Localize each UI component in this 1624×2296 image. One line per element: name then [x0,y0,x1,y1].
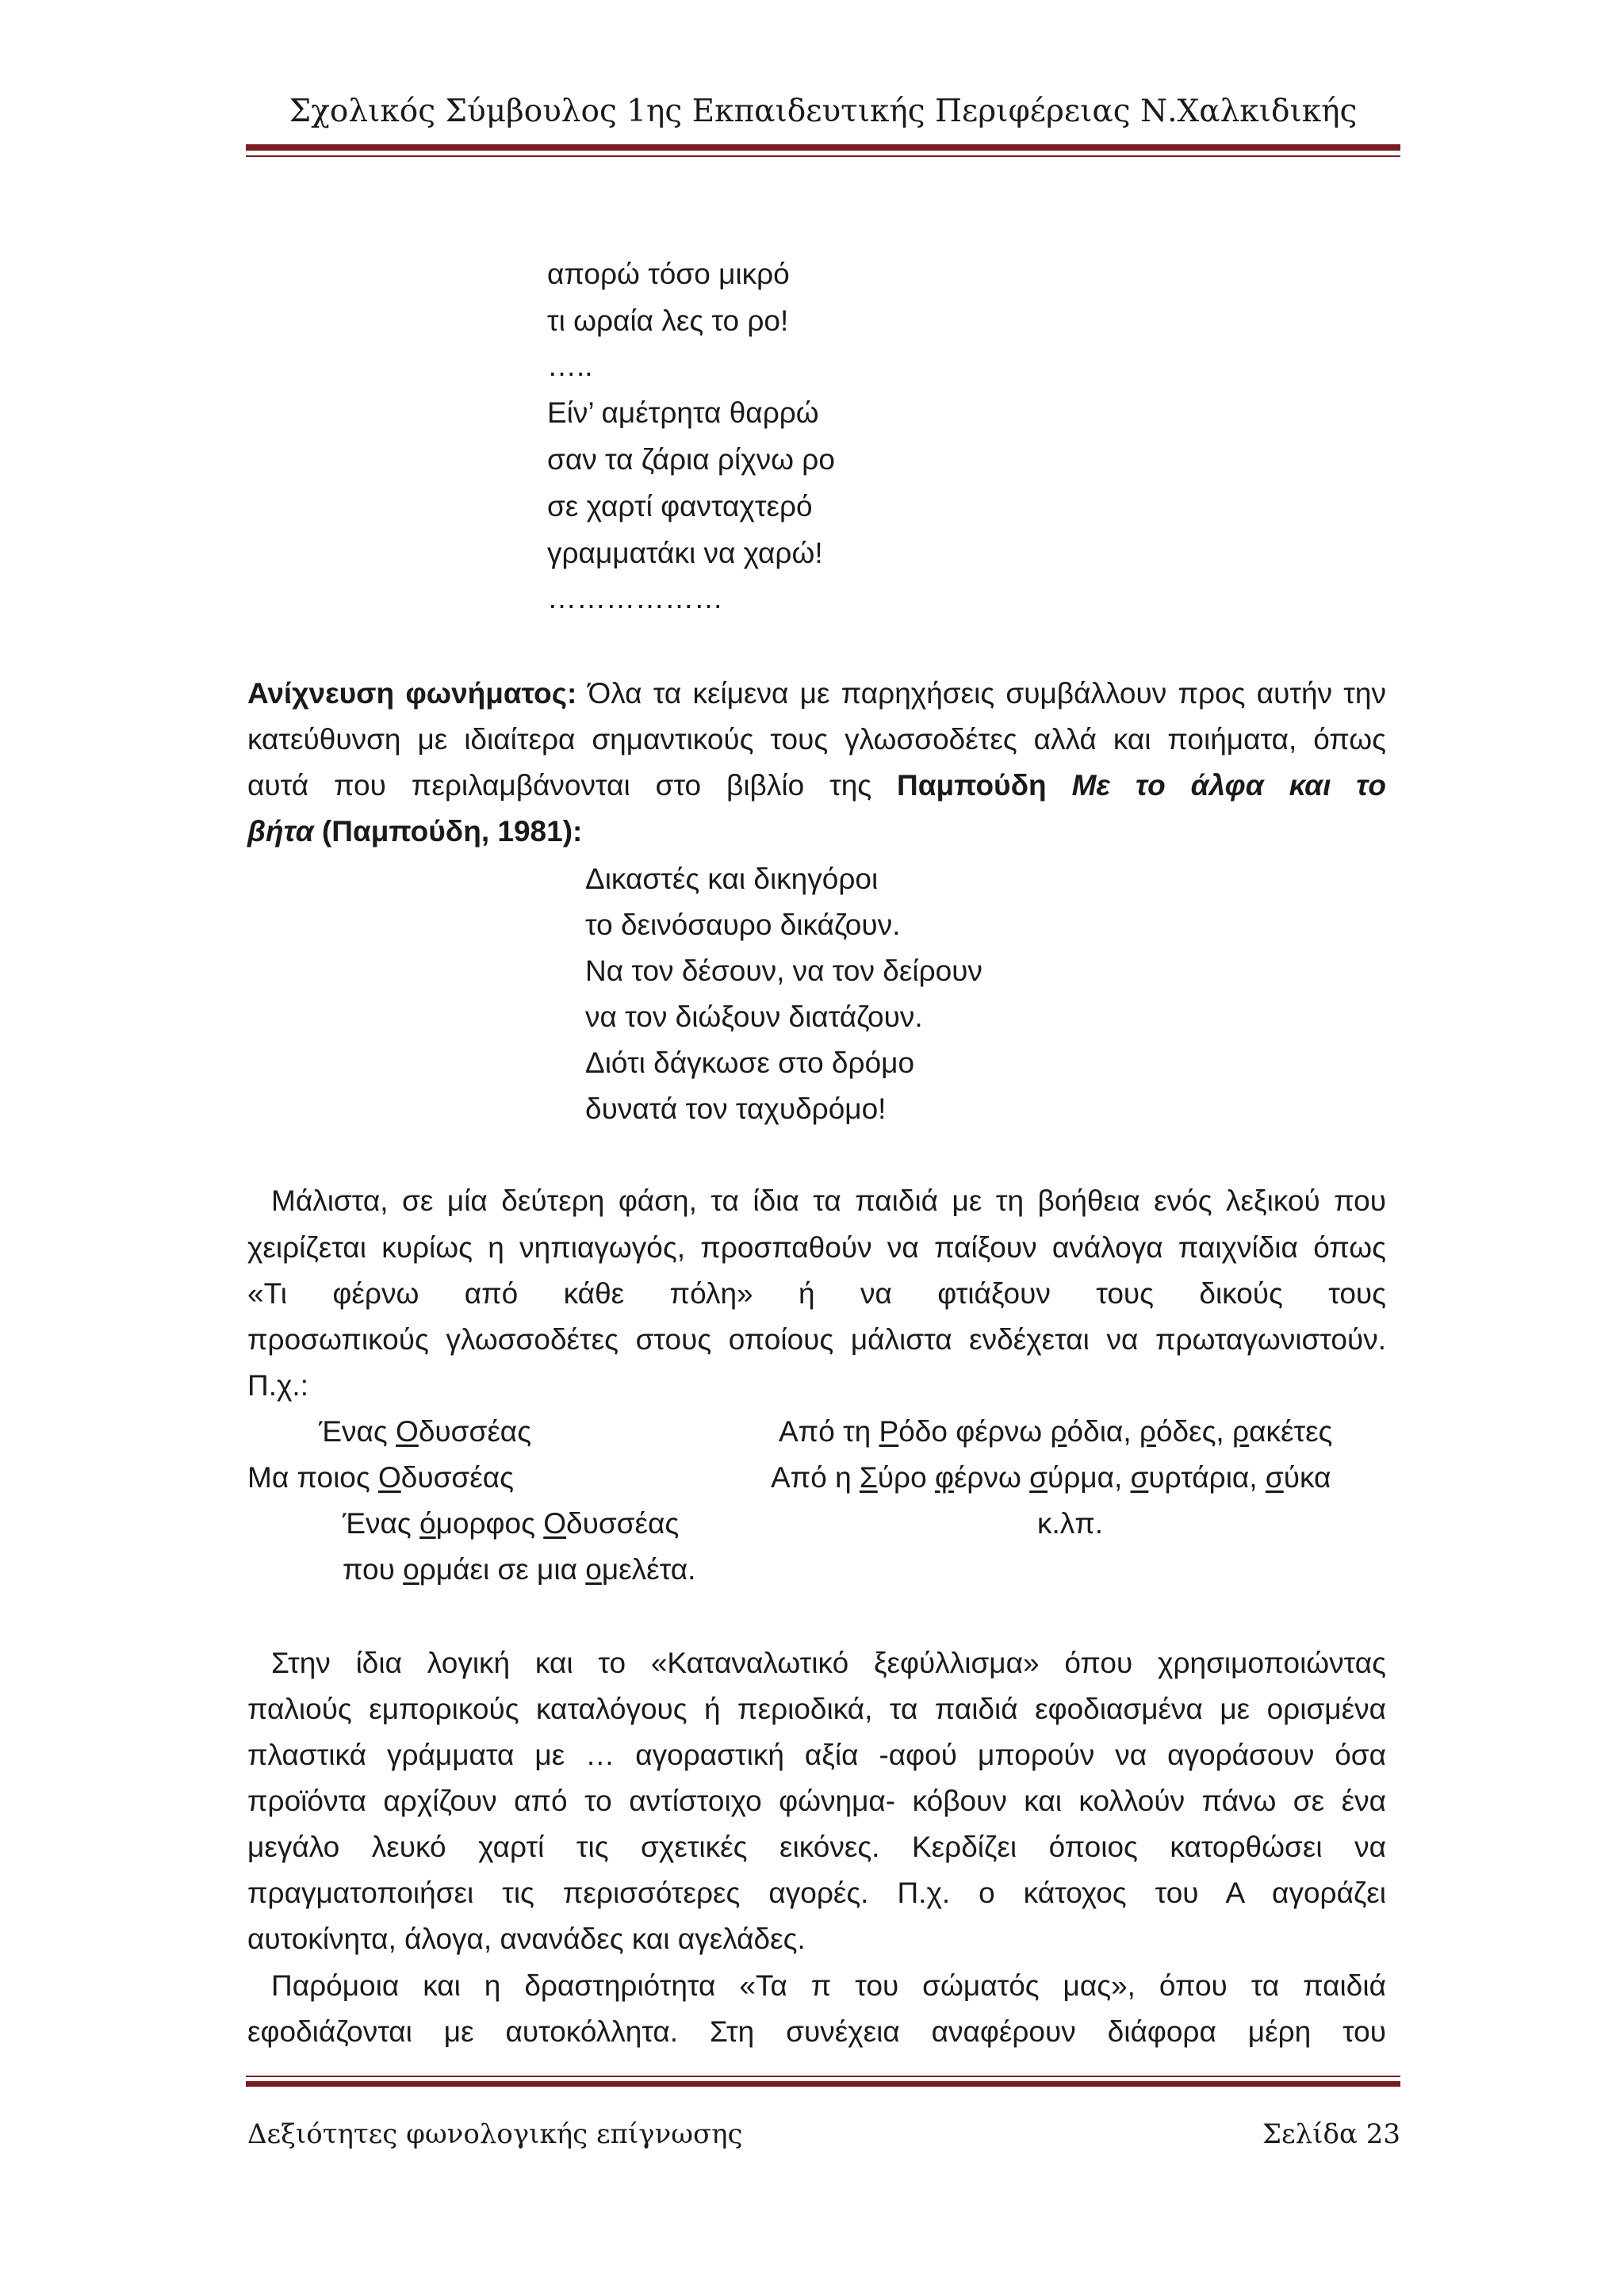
example-text: ύρμα, [1048,1461,1131,1494]
example-line [319,1412,531,1452]
example-line: κ.λπ. [1037,1507,1104,1540]
poem-line: Είν’ αμέτρητα θαρρώ [547,396,819,429]
example-text: Από η [771,1461,860,1494]
paragraph-line: προϊόντα αρχίζουν από το αντίστοιχο φώνημα- κόβουν και κολλούν πάνω σε ένα [247,1785,1386,1817]
paragraph-line: πραγματοποιήσει τις περισσότερες αγορές. Π.χ. ο κάτοχος του Α αγοράζει [247,1877,1386,1909]
header-rule-thin [246,155,1400,157]
poem-line: ……………… [547,582,723,614]
paragraph-line: «Τι φέρνω από κάθε πόλη» ή να φτιάξουν τους δικούς τους [247,1277,1386,1310]
underlined-letter: φ [934,1461,954,1494]
poem-line: Να τον δέσουν, να τον δείρουν [585,955,982,987]
example-text: όδο φέρνω [898,1415,1051,1448]
example-text: ακέτες [1249,1415,1333,1448]
paragraph-line [247,766,1386,806]
paragraph-line [247,674,1386,714]
underlined-letter: ο [403,1553,419,1586]
section-heading: Ανίχνευση φωνήματος: [247,677,577,710]
footer-document-title: Δεξιότητες φωνολογικής επίγνωσης [247,2118,743,2150]
poem-line: γραμματάκι να χαρώ! [547,537,823,569]
poem-line: τι ωραία λες το ρο! [547,304,789,337]
underlined-letter: ο [585,1553,602,1586]
paragraph-line: Παρόμοια και η δραστηριότητα «Τα π του σώματός μας», όπου τα παιδιά [271,1969,1386,2002]
paragraph-line [247,812,582,851]
poem-line: το δεινόσαυρο δικάζουν. [585,909,901,941]
example-text: ρμάει σε μια [419,1553,586,1586]
example-text: υρτάρια, [1148,1461,1266,1494]
underlined-letter: σ [1130,1461,1149,1494]
paragraph-line: κατεύθυνση με ιδιαίτερα σημαντικούς τους γλωσσοδέτες αλλά και ποιήματα, όπως [247,723,1386,756]
underlined-letter: Ο [377,1461,401,1494]
example-text: δυσσέας [400,1461,514,1494]
footer-rule-thin [246,2076,1400,2077]
paragraph-line: Μάλιστα, σε μία δεύτερη φάση, τα ίδια τα παιδιά με τη βοήθεια ενός λεξικού που [271,1184,1386,1217]
paragraph-line: εφοδιάζονται με αυτοκόλλητα. Στη συνέχεια αναφέρουν διάφορα μέρη του [247,2015,1386,2048]
footer-rule-thick [246,2081,1400,2087]
paragraph-line: Στην ίδια λογική και το «Καταναλωτικό ξεφύλλισμα» όπου χρησιμοποιώντας [271,1647,1386,1679]
poem-line: να τον διώξουν διατάζουν. [585,1001,923,1033]
example-text: όδες, [1155,1415,1232,1448]
paragraph-text: Όλα τα κείμενα με παρηχήσεις συμβάλλουν προς αυτήν την [576,677,1386,710]
citation: (Παμπούδη, 1981): [313,815,583,848]
page-header-title: Σχολικός Σύμβουλος 1ης Εκπαιδευτικής Περιφέρειας Ν.Χαλκιδικής [289,94,1358,129]
paragraph-line: παλιούς εμπορικούς καταλόγους ή περιοδικά, τα παιδιά εφοδιασμένα με ορισμένα [247,1693,1386,1725]
underlined-letter: ρ [1232,1415,1250,1448]
poem-line: σε χαρτί φανταχτερό [547,490,813,522]
paragraph-line: αυτοκίνητα, άλογα, ανανάδες και αγελάδες. [247,1923,806,1955]
poem-line: δυνατά τον ταχυδρόμο! [585,1093,887,1125]
underlined-letter: ό [419,1507,436,1540]
underlined-letter: ρ [1050,1415,1067,1448]
book-title: Με το άλφα και το [1071,769,1386,802]
poem-line: Δικαστές και δικηγόροι [585,863,879,895]
example-text: Μα ποιος [247,1461,378,1494]
example-text: που [343,1553,404,1586]
example-text: Ένας [343,1507,420,1540]
example-line [343,1550,695,1590]
underlined-letter: σ [1265,1461,1284,1494]
paragraph-text: αυτά που περιλαμβάνονται στο βιβλίο της [247,769,872,802]
poem-line: απορώ τόσο μικρό [547,258,790,290]
book-title-end: βήτα [247,815,314,848]
example-text: δυσσέας [418,1415,532,1448]
paragraph-line: προσωπικούς γλωσσοδέτες στους οποίους μάλιστα ενδέχεται να πρωταγωνιστούν. [247,1323,1386,1356]
poem-line: ….. [547,350,593,382]
example-text: όδια, [1067,1415,1139,1448]
header-rule-thick [246,144,1400,151]
example-line [343,1504,679,1544]
example-text: μορφος [435,1507,544,1540]
underlined-letter: ρ [1139,1415,1156,1448]
paragraph-line: μεγάλο λευκό χαρτί τις σχετικές εικόνες. Κερδίζει όποιος κατορθώσει να [247,1831,1386,1863]
footer-page-number: Σελίδα 23 [1262,2118,1400,2150]
example-text: μελέτα. [601,1553,696,1586]
example-text: δυσσέας [566,1507,680,1540]
author-name: Παμπούδη [897,769,1047,802]
underlined-letter: σ [1029,1461,1048,1494]
example-line [247,1458,514,1498]
underlined-letter: Ο [396,1415,419,1448]
poem-line: Διότι δάγκωσε στο δρόμο [585,1047,915,1079]
paragraph-line: Π.χ.: [247,1369,308,1402]
underlined-letter: Σ [859,1461,878,1494]
example-line [779,1412,1332,1452]
poem-line: σαν τα ζάρια ρίχνω ρο [547,443,835,476]
example-text: ύρο [877,1461,935,1494]
example-text: Ένας [319,1415,396,1448]
example-line [771,1458,1331,1498]
example-text: ύκα [1283,1461,1331,1494]
paragraph-line: χειρίζεται κυρίως η νηπιαγωγός, προσπαθούν να παίξουν ανάλογα παιχνίδια όπως [247,1231,1386,1264]
underlined-letter: Ο [543,1507,567,1540]
underlined-letter: Ρ [879,1415,899,1448]
example-text: έρνω [953,1461,1030,1494]
paragraph-line: πλαστικά γράμματα με … αγοραστική αξία -αφού μπορούν να αγοράσουν όσα [247,1739,1386,1771]
example-text: Από τη [779,1415,879,1448]
